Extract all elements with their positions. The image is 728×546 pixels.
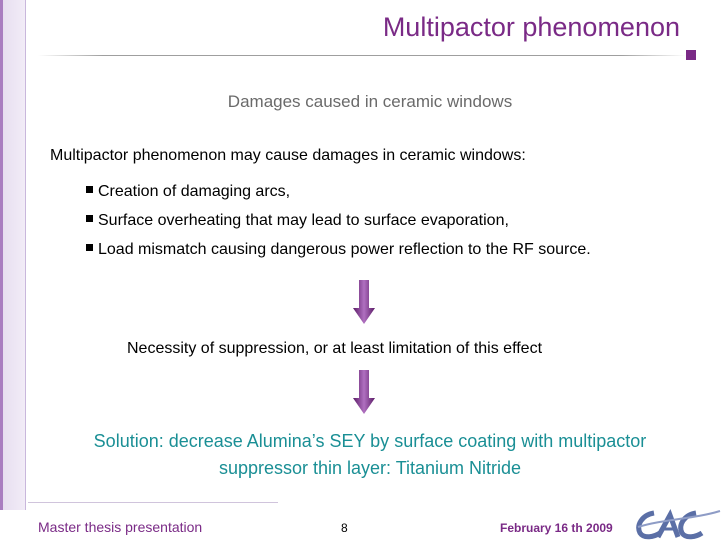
solution-text: [46, 428, 694, 482]
footer-presentation-title: Master thesis presentation: [38, 519, 203, 535]
left-band-divider: [25, 0, 26, 510]
slide-subtitle: Damages caused in ceramic windows: [227, 92, 513, 111]
list-item: [86, 240, 591, 269]
square-bullet-icon: [86, 186, 93, 193]
square-bullet-icon: [86, 244, 93, 251]
necessity-text: Necessity of suppression, or at least limitation of this effect: [127, 340, 543, 357]
list-item-text: Load mismatch causing dangerous power reflection to the RF source.: [98, 241, 591, 258]
damage-list: [86, 182, 591, 269]
down-arrow-icon: [353, 280, 375, 324]
solution-line-1: Solution: decrease Alumina’s SEY by surface coating with multipactor: [93, 431, 647, 451]
list-item: [86, 211, 591, 240]
list-item-text: Creation of damaging arcs,: [98, 183, 291, 200]
square-bullet-icon: [86, 215, 93, 222]
page-number: 8: [341, 521, 348, 535]
footer-date: February 16 th 2009: [500, 521, 613, 535]
intro-text: Multipactor phenomenon may cause damages in ceramic windows:: [50, 147, 526, 164]
left-decorative-band: [0, 0, 25, 510]
footer-divider: [28, 502, 278, 503]
slide-title: Multipactor phenomenon: [382, 12, 680, 42]
lal-logo-icon: [634, 507, 722, 541]
solution-line-2: suppressor thin layer: Titanium Nitride: [218, 458, 522, 478]
list-item-text: Surface overheating that may lead to surface evaporation,: [98, 212, 509, 229]
list-item: [86, 182, 591, 211]
title-accent-square: [686, 50, 696, 60]
down-arrow-icon: [353, 370, 375, 414]
title-divider: [38, 55, 686, 56]
